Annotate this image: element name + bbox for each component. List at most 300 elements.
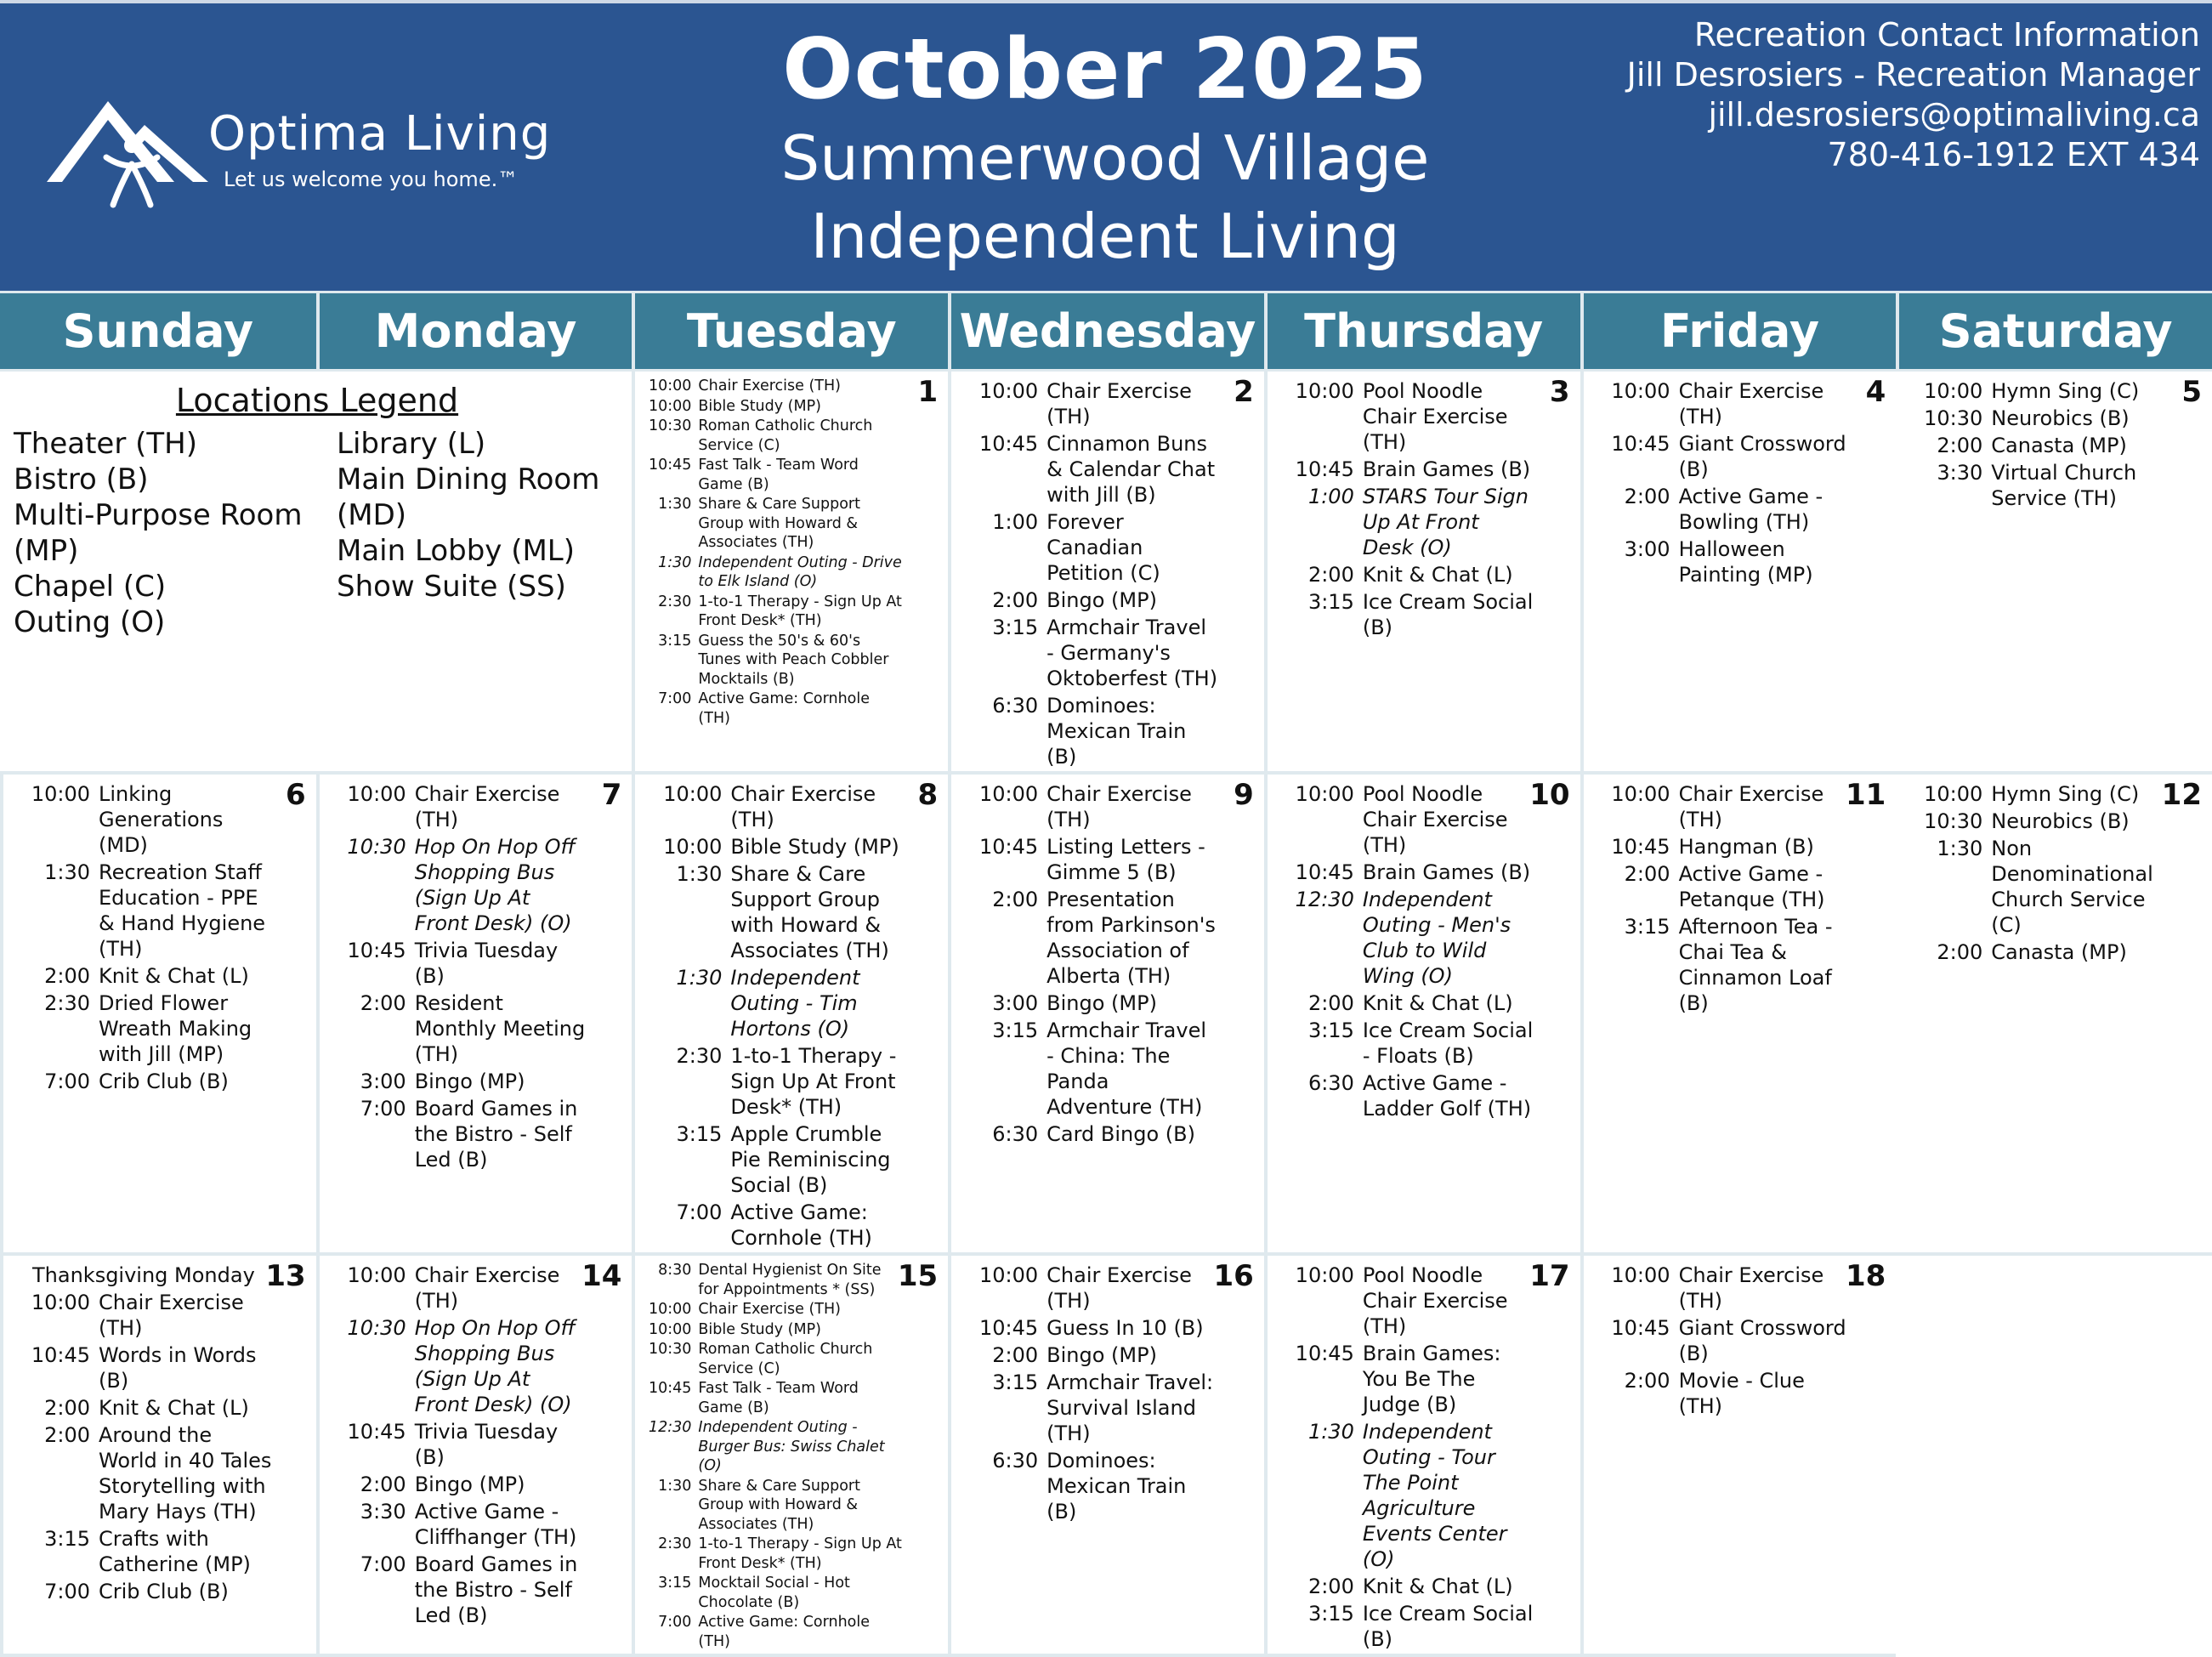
weekday-friday: Friday — [1580, 293, 1897, 372]
event-time: 3:00 — [1624, 537, 1670, 561]
event-description: Knit & Chat (L) — [1362, 1575, 1513, 1598]
event-description: Trivia Tuesday (B) — [414, 939, 559, 988]
event-item — [15, 1290, 272, 1341]
event-list — [3, 1256, 316, 1604]
event-item — [963, 1018, 1220, 1120]
event-item — [15, 963, 272, 989]
event-time: 10:45 — [31, 1343, 90, 1367]
event-time: 3:15 — [992, 1370, 1039, 1394]
event-time: 1:00 — [1307, 485, 1354, 508]
event-time: 10:00 — [1295, 379, 1354, 403]
date-number: 10 — [1529, 778, 1570, 812]
event-item — [647, 861, 904, 963]
event-time: 2:30 — [44, 991, 90, 1015]
event-item — [1279, 562, 1536, 587]
event-description: Brain Games (B) — [1362, 860, 1531, 884]
event-description: Crib Club (B) — [99, 1070, 229, 1093]
event-item — [644, 377, 904, 396]
event-description: Ice Cream Social (B) — [1362, 590, 1534, 639]
event-item — [15, 860, 272, 962]
event-time: 12:30 — [648, 1419, 692, 1436]
event-description: Card Bingo (B) — [1046, 1122, 1195, 1146]
event-description: Bible Study (MP) — [698, 397, 821, 415]
event-time: 10:45 — [1295, 1342, 1354, 1365]
event-time: 2:00 — [1624, 485, 1670, 508]
event-time: 10:00 — [1611, 1263, 1670, 1287]
event-item — [1279, 378, 1536, 455]
event-time: 10:00 — [978, 1263, 1039, 1287]
event-description: Fast Talk - Team Word Game (B) — [698, 1380, 859, 1416]
event-description: Active Game - Petanque (TH) — [1678, 862, 1825, 911]
event-list — [951, 775, 1264, 1147]
event-time: 1:30 — [676, 862, 723, 886]
event-time: 10:45 — [648, 1380, 692, 1397]
event-time: 10:45 — [1295, 457, 1354, 481]
event-time: 6:30 — [992, 1449, 1039, 1473]
month-title: October 2025 — [782, 21, 1428, 118]
event-item — [963, 834, 1220, 885]
event-description: Giant Crossword (B) — [1678, 1316, 1846, 1365]
date-number: 11 — [1845, 778, 1886, 812]
event-description: Guess In 10 (B) — [1046, 1316, 1204, 1340]
event-time: 10:00 — [1295, 782, 1354, 806]
event-time: 10:00 — [978, 782, 1039, 806]
event-item — [1279, 887, 1536, 989]
event-time: 10:30 — [648, 1341, 692, 1358]
day-cell-13 — [0, 1256, 316, 1657]
event-description: Knit & Chat (L) — [99, 1396, 249, 1420]
event-item — [332, 1263, 588, 1314]
event-description: Chair Exercise (TH) — [1678, 782, 1824, 831]
event-time: 10:00 — [648, 377, 692, 394]
event-time: 10:30 — [648, 417, 692, 434]
event-item — [15, 1579, 272, 1604]
weekday-monday: Monday — [316, 293, 632, 372]
event-description: Recreation Staff Education - PPE & Hand Hygiene (TH) — [99, 860, 266, 961]
event-list — [1896, 372, 2212, 511]
event-description: Hymn Sing (C) — [1991, 379, 2140, 403]
event-item — [1596, 431, 1852, 482]
event-description: Movie - Clue (TH) — [1678, 1369, 1805, 1418]
day-cell-9 — [948, 775, 1264, 1256]
mountain-person-icon — [47, 93, 208, 212]
event-time: 8:30 — [658, 1262, 692, 1279]
event-time: 7:00 — [658, 690, 692, 707]
event-time: 1:00 — [992, 510, 1039, 534]
contact-email[interactable]: jill.desrosiers@optimaliving.ca — [1708, 96, 2200, 133]
event-time: 7:00 — [658, 1614, 692, 1631]
event-item — [963, 1448, 1220, 1524]
legend-items — [14, 426, 626, 640]
event-time: 2:00 — [44, 964, 90, 988]
event-time: 2:30 — [658, 593, 692, 610]
event-description: Armchair Travel - China: The Panda Adventure (TH) — [1046, 1019, 1207, 1119]
event-item — [1596, 484, 1852, 535]
event-list — [1268, 372, 1580, 640]
event-time: 7:00 — [676, 1200, 723, 1224]
event-item — [332, 1499, 588, 1550]
event-item — [332, 1419, 588, 1470]
event-time: 1:30 — [676, 966, 723, 990]
event-description: Afternoon Tea - Chai Tea & Cinnamon Loaf (B) — [1678, 915, 1833, 1015]
event-time: 2:00 — [992, 1343, 1039, 1367]
event-list — [635, 775, 948, 1251]
date-number: 16 — [1213, 1259, 1254, 1293]
event-list — [951, 372, 1264, 769]
event-item — [1908, 939, 2168, 965]
event-time: 2:00 — [360, 1473, 406, 1496]
event-item — [332, 1069, 588, 1094]
event-time: 10:00 — [663, 835, 723, 859]
event-description: Bingo (MP) — [1046, 991, 1157, 1015]
event-time: 10:45 — [978, 835, 1039, 859]
event-item — [1279, 1601, 1536, 1652]
event-item — [332, 781, 588, 832]
event-time: 1:30 — [1937, 837, 1983, 860]
event-item — [1279, 1263, 1536, 1339]
event-item — [644, 1300, 904, 1319]
event-item — [963, 1263, 1220, 1314]
event-description: Independent Outing - Tour The Point Agriculture Events Center (O) — [1362, 1420, 1507, 1571]
day-cell-10 — [1264, 775, 1580, 1256]
event-description: Chair Exercise (TH) — [414, 1263, 560, 1313]
event-list — [635, 372, 948, 728]
event-time: 10:30 — [347, 1316, 406, 1340]
day-cell-8 — [632, 775, 948, 1256]
event-time: 10:45 — [648, 457, 692, 474]
event-item — [647, 1043, 904, 1120]
event-item — [1908, 378, 2168, 404]
event-item — [644, 689, 904, 728]
event-time: 10:00 — [31, 1291, 90, 1314]
legend-item: Show Suite (SS) — [337, 570, 566, 604]
event-list — [3, 775, 316, 1094]
event-item — [963, 431, 1220, 508]
date-number: 17 — [1529, 1259, 1570, 1293]
event-time: 3:15 — [1307, 1602, 1354, 1626]
event-description: Neurobics (B) — [1991, 809, 2130, 833]
event-description: Hangman (B) — [1678, 835, 1814, 859]
event-item — [15, 1263, 272, 1288]
event-item — [963, 781, 1220, 832]
event-time: 3:15 — [44, 1527, 90, 1551]
event-item — [644, 1535, 904, 1573]
event-item — [963, 887, 1220, 989]
event-description: Knit & Chat (L) — [99, 964, 249, 988]
event-description: Guess the 50's & 60's Tunes with Peach Cobbler Mocktails (B) — [698, 632, 889, 688]
event-item — [1279, 1574, 1536, 1599]
day-cell-12 — [1896, 775, 2212, 1256]
calendar-grid — [0, 372, 2212, 1651]
event-time: 10:45 — [347, 1420, 406, 1444]
event-time: 3:15 — [992, 1019, 1039, 1042]
event-item — [644, 1379, 904, 1417]
event-description: STARS Tour Sign Up At Front Desk (O) — [1362, 485, 1529, 559]
event-description: Hop On Hop Off Shopping Bus (Sign Up At Front Desk) (O) — [414, 1316, 576, 1416]
event-description: Mocktail Social - Hot Chocolate (B) — [698, 1575, 850, 1611]
event-description: Roman Catholic Church Service (C) — [698, 417, 873, 454]
event-description: Pool Noodle Chair Exercise (TH) — [1362, 782, 1508, 857]
event-item — [1908, 809, 2168, 834]
date-number: 7 — [601, 778, 622, 812]
event-time: 10:45 — [1611, 1316, 1670, 1340]
event-description: Share & Care Support Group with Howard & Associates (TH) — [698, 1477, 860, 1533]
day-cell-18 — [1580, 1256, 1897, 1657]
date-number: 8 — [917, 778, 939, 812]
event-item — [963, 1315, 1220, 1341]
event-item — [15, 1526, 272, 1577]
legend-title: Locations Legend — [175, 382, 459, 419]
event-item — [644, 1340, 904, 1378]
event-description: Armchair Travel: Survival Island (TH) — [1046, 1370, 1214, 1445]
event-item — [332, 990, 588, 1067]
event-time: 3:15 — [658, 1575, 692, 1592]
event-time: 1:30 — [1307, 1420, 1354, 1444]
event-description: Bingo (MP) — [1046, 588, 1157, 612]
event-item — [15, 1342, 272, 1393]
event-list — [1584, 372, 1897, 587]
event-time: 3:00 — [360, 1070, 406, 1093]
event-description: Thanksgiving Monday — [32, 1263, 255, 1287]
event-item — [647, 781, 904, 832]
date-number: 12 — [2161, 778, 2202, 812]
event-time: 10:00 — [1295, 1263, 1354, 1287]
weekday-header-row — [0, 291, 2212, 372]
legend-item: Bistro (B) — [14, 462, 149, 497]
day-cell-17 — [1264, 1256, 1580, 1657]
event-description: Independent Outing - Tim Hortons (O) — [730, 966, 860, 1041]
weekday-wednesday: Wednesday — [948, 293, 1264, 372]
event-item — [1279, 1018, 1536, 1069]
event-time: 1:30 — [44, 860, 90, 884]
legend-item: Library (L) — [337, 427, 486, 461]
event-description: Pool Noodle Chair Exercise (TH) — [1362, 1263, 1508, 1338]
event-time: 10:00 — [978, 379, 1039, 403]
event-item — [1279, 781, 1536, 858]
event-time: 7:00 — [44, 1070, 90, 1093]
event-item — [644, 1418, 904, 1476]
event-description: Chair Exercise (TH) — [414, 782, 560, 831]
event-description: Knit & Chat (L) — [1362, 563, 1513, 587]
event-description: Canasta (MP) — [1991, 940, 2127, 964]
day-cell-14 — [316, 1256, 632, 1657]
event-time: 10:30 — [1924, 809, 1983, 833]
event-description: Chair Exercise (TH) — [698, 1301, 841, 1318]
logo-name: Optima Living — [208, 106, 552, 162]
event-time: 2:00 — [1307, 563, 1354, 587]
event-item — [963, 1342, 1220, 1368]
weekday-thursday: Thursday — [1264, 293, 1580, 372]
event-time: 2:00 — [992, 588, 1039, 612]
event-time: 10:00 — [31, 782, 90, 806]
event-item — [1596, 781, 1852, 832]
event-description: Independent Outing - Drive to Elk Island (O) — [698, 553, 902, 590]
day-cell-7 — [316, 775, 632, 1256]
event-description: Around the World in 40 Tales Storytelling with Mary Hays (TH) — [99, 1423, 272, 1524]
date-number: 3 — [1549, 375, 1570, 409]
event-list — [320, 775, 632, 1172]
event-time: 6:30 — [1307, 1071, 1354, 1095]
event-list — [951, 1256, 1264, 1524]
day-cell-16 — [948, 1256, 1264, 1657]
event-item — [644, 1574, 904, 1612]
event-description: Resident Monthly Meeting (TH) — [414, 991, 586, 1066]
event-item — [963, 990, 1220, 1016]
event-time: 7:00 — [360, 1097, 406, 1121]
event-item — [1279, 860, 1536, 885]
event-description: Words in Words (B) — [99, 1343, 257, 1393]
event-item — [15, 781, 272, 858]
contact-heading: Recreation Contact Information — [1693, 16, 2200, 54]
event-item — [1596, 378, 1852, 429]
event-time: 3:30 — [360, 1500, 406, 1524]
date-number: 5 — [2181, 375, 2202, 409]
event-description: Independent Outing - Men's Club to Wild Wing (O) — [1362, 888, 1512, 988]
event-item — [644, 397, 904, 417]
event-time: 2:00 — [1307, 991, 1354, 1015]
event-description: Share & Care Support Group with Howard & Associates (TH) — [698, 496, 860, 551]
day-cell-11 — [1580, 775, 1897, 1256]
logo-tagline: Let us welcome you home.™ — [224, 167, 519, 191]
event-time: 10:00 — [648, 1320, 692, 1338]
event-time: 10:45 — [978, 432, 1039, 456]
event-item — [644, 553, 904, 592]
event-description: Virtual Church Service (TH) — [1991, 461, 2137, 510]
event-description: Brain Games: You Be The Judge (B) — [1362, 1342, 1501, 1416]
event-item — [1279, 1341, 1536, 1417]
event-item — [644, 1613, 904, 1651]
event-item — [1908, 836, 2168, 938]
event-item — [332, 1552, 588, 1628]
legend-item: Main Dining Room (MD) — [337, 462, 600, 532]
event-description: Brain Games (B) — [1362, 457, 1531, 481]
optima-living-logo — [47, 93, 552, 212]
weekday-sunday: Sunday — [0, 293, 316, 372]
event-time: 10:00 — [648, 397, 692, 415]
event-item — [15, 1422, 272, 1524]
legend-item: Main Lobby (ML) — [337, 534, 576, 568]
event-description: Chair Exercise (TH) — [99, 1291, 244, 1340]
event-time: 7:00 — [44, 1580, 90, 1603]
date-number: 1 — [917, 375, 939, 409]
event-time: 3:00 — [992, 991, 1039, 1015]
event-time: 3:15 — [1307, 590, 1354, 614]
event-time: 10:30 — [347, 835, 406, 859]
event-description: Hymn Sing (C) — [1991, 782, 2140, 806]
date-number: 14 — [581, 1259, 622, 1293]
event-description: 1-to-1 Therapy - Sign Up At Front Desk* (TH) — [730, 1044, 897, 1119]
event-time: 12:30 — [1295, 888, 1354, 911]
event-time: 1:30 — [658, 496, 692, 513]
legend-item: Chapel (C) — [14, 570, 167, 604]
event-time: 10:45 — [978, 1316, 1039, 1340]
event-time: 10:00 — [1611, 782, 1670, 806]
event-item — [1279, 589, 1536, 640]
event-description: Dried Flower Wreath Making with Jill (MP) — [99, 991, 252, 1066]
event-time: 10:45 — [1295, 860, 1354, 884]
legend-item: Multi-Purpose Room (MP) — [14, 498, 303, 568]
event-description: Active Game - Ladder Golf (TH) — [1362, 1071, 1532, 1121]
day-cell-4 — [1580, 372, 1897, 775]
event-time: 10:30 — [1924, 406, 1983, 430]
date-number: 15 — [897, 1259, 939, 1293]
event-description: Bingo (MP) — [1046, 1343, 1157, 1367]
event-item — [332, 834, 588, 936]
contact-manager: Jill Desrosiers - Recreation Manager — [1626, 56, 2200, 94]
event-item — [963, 693, 1220, 769]
event-item — [1596, 914, 1852, 1016]
event-item — [1596, 834, 1852, 860]
event-item — [1908, 406, 2168, 431]
event-description: Forever Canadian Petition (C) — [1046, 510, 1160, 585]
event-time: 10:00 — [1611, 379, 1670, 403]
legend-column — [337, 426, 626, 640]
event-time: 3:15 — [992, 616, 1039, 639]
event-item — [644, 593, 904, 631]
event-item — [963, 1370, 1220, 1446]
event-item — [332, 938, 588, 989]
event-description: Linking Generations (MD) — [99, 782, 224, 857]
event-description: Giant Crossword (B) — [1678, 432, 1846, 481]
event-description: Halloween Painting (MP) — [1678, 537, 1813, 587]
event-list — [1268, 775, 1580, 1121]
date-number: 18 — [1845, 1259, 1886, 1293]
event-description: 1-to-1 Therapy - Sign Up At Front Desk* (TH) — [698, 1535, 902, 1572]
event-item — [963, 587, 1220, 613]
event-description: Active Game: Cornhole (TH) — [730, 1200, 872, 1250]
header-banner — [0, 0, 2212, 291]
event-time: 3:15 — [658, 632, 692, 650]
event-description: Chair Exercise (TH) — [1678, 379, 1824, 428]
event-item — [644, 1261, 904, 1299]
event-description: Active Game - Bowling (TH) — [1678, 485, 1823, 534]
event-time: 10:00 — [648, 1301, 692, 1318]
event-time: 10:00 — [1924, 782, 1983, 806]
day-cell-3 — [1264, 372, 1580, 775]
weekday-tuesday: Tuesday — [632, 293, 948, 372]
event-item — [644, 495, 904, 553]
event-item — [15, 1069, 272, 1094]
event-time: 2:00 — [1624, 1369, 1670, 1393]
event-item — [647, 834, 904, 860]
event-item — [647, 1200, 904, 1251]
event-description: Bingo (MP) — [414, 1473, 525, 1496]
event-item — [1908, 433, 2168, 458]
event-item — [1596, 1368, 1852, 1419]
date-number: 2 — [1234, 375, 1254, 409]
event-description: Listing Letters - Gimme 5 (B) — [1046, 835, 1205, 884]
event-time: 10:45 — [347, 939, 406, 962]
event-time: 10:00 — [347, 1263, 406, 1287]
event-time: 10:00 — [663, 782, 723, 806]
event-time: 10:00 — [347, 782, 406, 806]
event-time: 1:30 — [658, 553, 692, 571]
event-item — [332, 1315, 588, 1417]
legend-item: Outing (O) — [14, 605, 166, 639]
event-item — [1596, 861, 1852, 912]
event-item — [15, 990, 272, 1067]
event-description: 1-to-1 Therapy - Sign Up At Front Desk* (TH) — [698, 593, 902, 629]
event-item — [644, 1320, 904, 1340]
event-item — [647, 1121, 904, 1198]
day-cell-6 — [0, 775, 316, 1256]
event-time: 2:00 — [360, 991, 406, 1015]
event-item — [1279, 1070, 1536, 1121]
event-item — [1596, 1263, 1852, 1314]
event-description: Pool Noodle Chair Exercise (TH) — [1362, 379, 1508, 454]
day-cell-5 — [1896, 372, 2212, 775]
event-description: Independent Outing - Burger Bus: Swiss Chalet (O) — [698, 1419, 885, 1474]
